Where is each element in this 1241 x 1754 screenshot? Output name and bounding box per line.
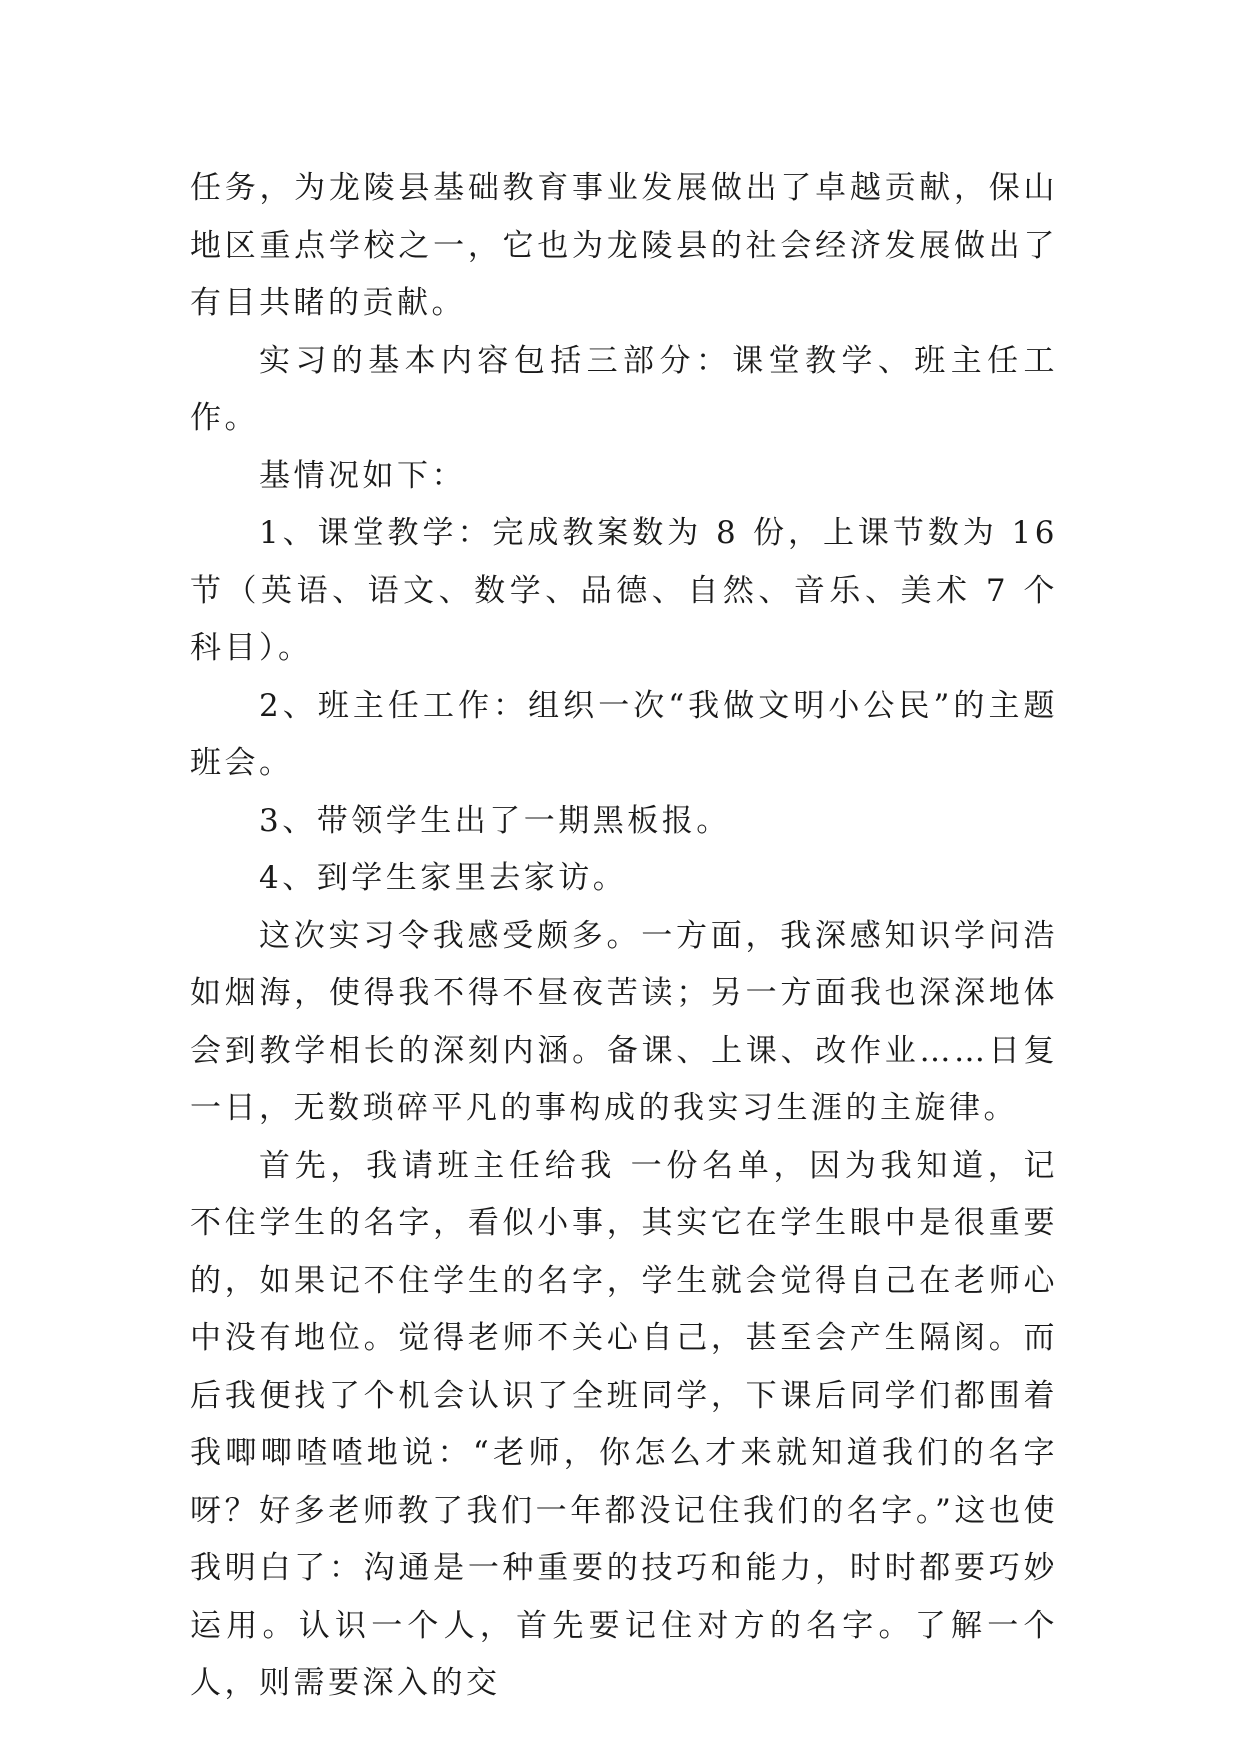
paragraph-6: 3、带领学生出了一期黑板报。 xyxy=(259,802,731,839)
paragraph-5: 2、班主任工作：组织一次“我做文明小公民”的主题班会。 xyxy=(190,687,1058,781)
paragraph-1: 任务，为龙陵县基础教育事业发展做出了卓越贡献，保山地区重点学校之一，它也为龙陵县的社会经济发展做出了有目共睹的贡献。 xyxy=(190,170,1058,321)
paragraph-7: 4、到学生家里去家访。 xyxy=(259,860,628,896)
paragraph-3: 基情况如下： xyxy=(259,457,466,494)
paragraph-2: 实习的基本内容包括三部分：课堂教学、班主任工作。 xyxy=(190,342,1058,436)
paragraph-4: 1、课堂教学：完成教案数为 8 份，上课节数为 16 节（英语、语文、数学、品德、自然、音乐、美术 7 个科目）。 xyxy=(190,515,1058,666)
paragraph-8: 这次实习令我感受颇多。一方面，我深感知识学问浩如烟海，使得我不得不昼夜苦读；另一方面我也深深地体会到教学相长的深刻内涵。备课、上课、改作业……日复一日，无数琐碎平凡的事构成的我实习生涯的主旋律。 xyxy=(190,917,1058,1126)
document-body xyxy=(190,160,1058,1713)
paragraph-9: 首先，我请班主任给我 一份名单，因为我知道，记不住学生的名字，看似小事，其实它在学生眼中是很重要的，如果记不住学生的名字，学生就会觉得自己在老师心中没有地位。觉得老师不关心自己，甚至会产生隔阂。而后我便找了个机会认识了全班同学，下课后同学们都围着我唧唧喳喳地说：“老师，你怎么才来就知道我们的名字呀？好多老师教了我们一年都没记住我们的名字。”这也使我明白了：沟通是一种重要的技巧和能力，时时都要巧妙运用。认识一个人，首先要记住对方的名字。了解一个人，则需要深入的交 xyxy=(190,1147,1058,1701)
